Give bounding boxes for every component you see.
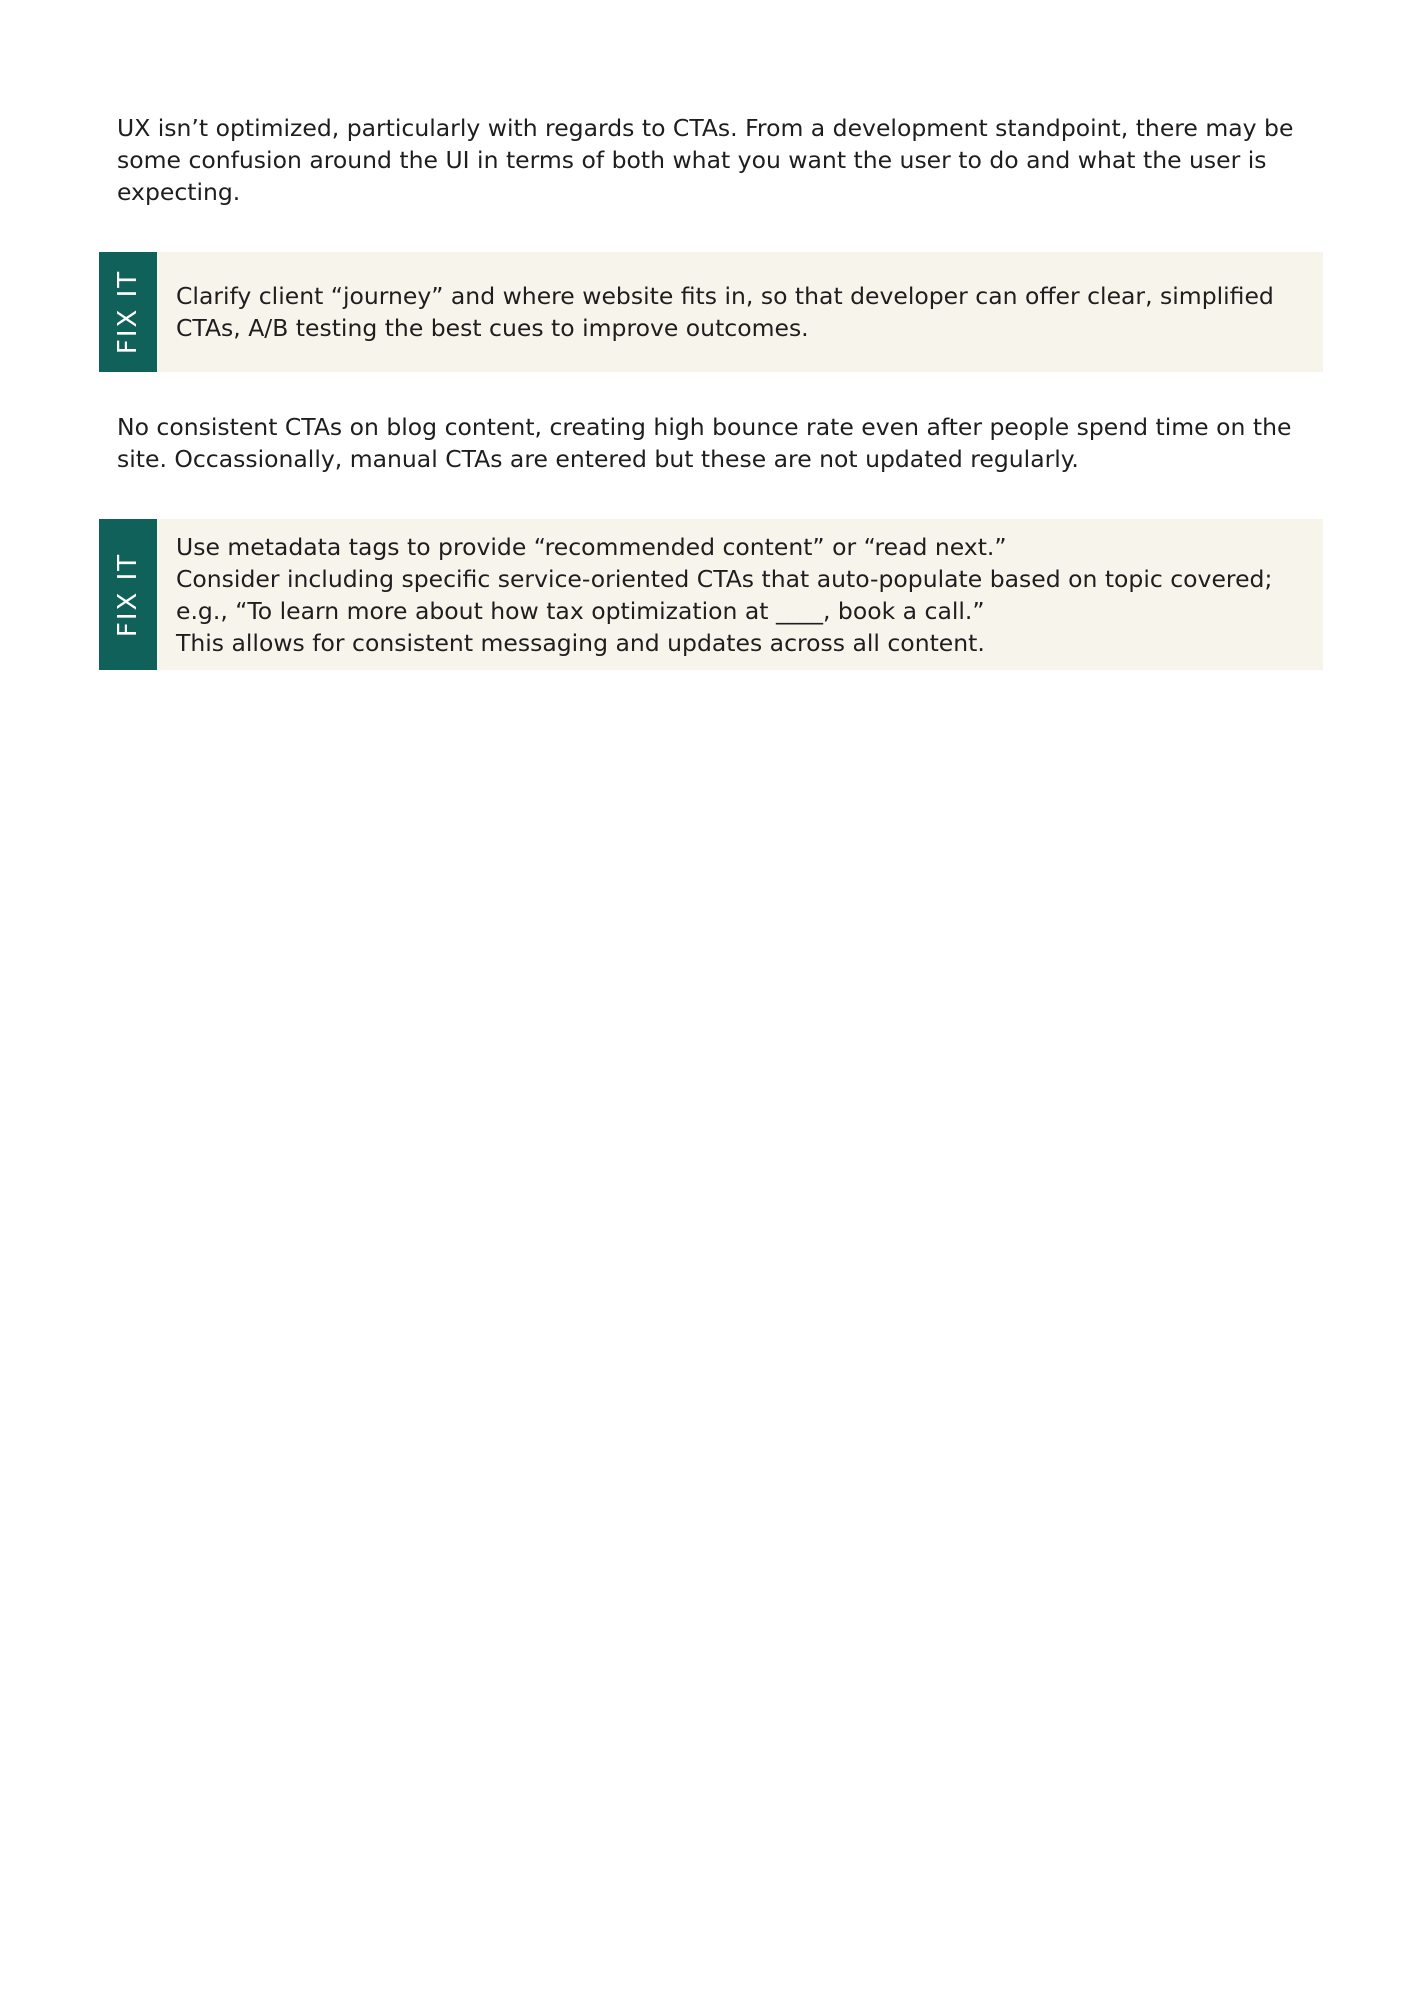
ux-issue-paragraph — [117, 112, 1317, 208]
text-line: UX isn’t optimized, particularly with regards to CTAs. From a development standpoint, there may be — [117, 114, 1294, 142]
fix-it-box-journey — [99, 252, 1323, 372]
fix-it-content — [157, 252, 1323, 372]
fix-it-tab — [99, 252, 157, 372]
text-line: This allows for consistent messaging and updates across all content. — [176, 628, 985, 657]
blog-cta-issue-paragraph — [117, 411, 1317, 475]
fix-it-label: FIX IT — [113, 552, 143, 637]
text-line: some confusion around the UI in terms of both what you want the user to do and what the user is — [117, 146, 1267, 174]
fix-it-tab — [99, 519, 157, 670]
text-line: CTAs, A/B testing the best cues to improve outcomes. — [176, 314, 809, 342]
fix-it-content — [157, 519, 1323, 670]
fix-it-label: FIX IT — [113, 269, 143, 355]
text-line: No consistent CTAs on blog content, creating high bounce rate even after people spend time on the — [117, 413, 1292, 441]
fix-it-box-metadata — [99, 519, 1323, 670]
text-line: Use metadata tags to provide “recommended content” or “read next.” — [176, 532, 1007, 561]
text-line: expecting. — [117, 178, 241, 206]
text-line: Consider including specific service-oriented CTAs that auto-populate based on topic covered; — [176, 564, 1273, 593]
text-line: Clarify client “journey” and where website fits in, so that developer can offer clear, simplified — [176, 282, 1274, 310]
text-line: e.g., “To learn more about how tax optimization at ____, book a call.” — [176, 596, 985, 625]
text-line: site. Occassionally, manual CTAs are entered but these are not updated regularly. — [117, 445, 1079, 473]
